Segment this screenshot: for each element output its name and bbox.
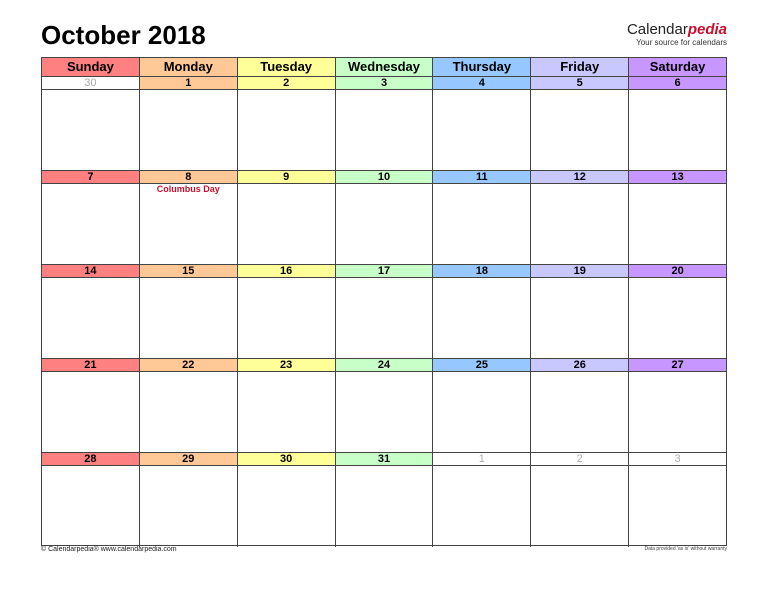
day-cell-tuesday[interactable] (238, 77, 336, 170)
week-row (42, 359, 726, 453)
day-cell-friday[interactable] (531, 265, 629, 358)
week-row (42, 265, 726, 359)
brand-logo[interactable] (627, 22, 727, 47)
day-cell-wednesday[interactable] (336, 77, 434, 170)
day-number: 26 (531, 359, 628, 372)
day-number: 10 (336, 171, 433, 184)
day-cell-tuesday[interactable] (238, 265, 336, 358)
weekday-header-tuesday: Tuesday (238, 58, 336, 76)
day-cell-wednesday[interactable] (336, 265, 434, 358)
day-cell-saturday[interactable] (629, 359, 726, 452)
brand-name-accent: pedia (687, 21, 727, 38)
day-cell-thursday[interactable] (433, 171, 531, 264)
weekday-header-saturday: Saturday (629, 58, 726, 76)
day-cell-wednesday[interactable] (336, 171, 434, 264)
day-cell-friday[interactable] (531, 359, 629, 452)
day-number: 24 (336, 359, 433, 372)
holiday-label: Columbus Day (156, 184, 220, 194)
day-number: 30 (238, 453, 335, 466)
page-title: October 2018 (41, 20, 206, 50)
day-number: 4 (433, 77, 530, 90)
day-number: 28 (42, 453, 139, 466)
day-cell-thursday[interactable] (433, 359, 531, 452)
day-cell-sunday[interactable] (42, 453, 140, 547)
brand-tagline: Your source for calendars (636, 38, 727, 47)
day-cell-friday[interactable] (531, 77, 629, 170)
weekday-header-wednesday: Wednesday (336, 58, 434, 76)
day-cell-monday[interactable] (140, 77, 238, 170)
day-cell-monday[interactable] (140, 171, 238, 264)
day-cell-monday[interactable] (140, 265, 238, 358)
weekday-header-row (42, 58, 726, 77)
day-number: 30 (42, 77, 139, 90)
day-cell-friday[interactable] (531, 453, 629, 547)
day-cell-saturday[interactable] (629, 453, 726, 547)
day-number: 2 (238, 77, 335, 90)
day-number: 5 (531, 77, 628, 90)
day-cell-tuesday[interactable] (238, 359, 336, 452)
weekday-header-thursday: Thursday (433, 58, 531, 76)
day-cell-thursday[interactable] (433, 265, 531, 358)
footer-disclaimer: Data provided 'as is' without warranty (644, 546, 727, 552)
day-number: 25 (433, 359, 530, 372)
day-number: 20 (629, 265, 726, 278)
day-number: 15 (140, 265, 237, 278)
weekday-header-monday: Monday (140, 58, 238, 76)
brand-name (627, 22, 727, 38)
weekday-header-sunday: Sunday (42, 58, 140, 76)
brand-name-main: Calendar (626, 21, 688, 38)
day-number: 17 (336, 265, 433, 278)
day-number: 3 (629, 453, 726, 466)
day-number: 31 (336, 453, 433, 466)
day-number: 16 (238, 265, 335, 278)
day-number: 12 (531, 171, 628, 184)
footer-copyright: © Calendarpedia® www.calendarpedia.com (41, 546, 177, 553)
day-cell-sunday[interactable] (42, 359, 140, 452)
day-number: 19 (531, 265, 628, 278)
day-number: 3 (336, 77, 433, 90)
day-number: 9 (238, 171, 335, 184)
day-cell-monday[interactable] (140, 359, 238, 452)
day-number: 22 (140, 359, 237, 372)
day-number: 7 (42, 171, 139, 184)
day-number: 14 (42, 265, 139, 278)
day-cell-saturday[interactable] (629, 77, 726, 170)
weeks-container (42, 77, 726, 547)
day-number: 21 (42, 359, 139, 372)
day-cell-tuesday[interactable] (238, 453, 336, 547)
day-cell-tuesday[interactable] (238, 171, 336, 264)
day-number: 23 (238, 359, 335, 372)
day-cell-sunday[interactable] (42, 77, 140, 170)
day-number: 29 (140, 453, 237, 466)
day-number: 8 (140, 171, 237, 184)
day-cell-sunday[interactable] (42, 171, 140, 264)
calendar-grid (41, 57, 727, 546)
day-cell-monday[interactable] (140, 453, 238, 547)
week-row (42, 77, 726, 171)
weekday-header-friday: Friday (531, 58, 629, 76)
week-row (42, 453, 726, 547)
day-cell-wednesday[interactable] (336, 359, 434, 452)
day-cell-saturday[interactable] (629, 171, 726, 264)
day-number: 1 (433, 453, 530, 466)
day-cell-thursday[interactable] (433, 77, 531, 170)
day-cell-saturday[interactable] (629, 265, 726, 358)
day-number: 11 (433, 171, 530, 184)
day-number: 2 (531, 453, 628, 466)
day-number: 13 (629, 171, 726, 184)
day-cell-thursday[interactable] (433, 453, 531, 547)
week-row (42, 171, 726, 265)
day-cell-friday[interactable] (531, 171, 629, 264)
day-number: 18 (433, 265, 530, 278)
day-cell-wednesday[interactable] (336, 453, 434, 547)
day-cell-sunday[interactable] (42, 265, 140, 358)
day-number: 1 (140, 77, 237, 90)
day-number: 27 (629, 359, 726, 372)
day-number: 6 (629, 77, 726, 90)
